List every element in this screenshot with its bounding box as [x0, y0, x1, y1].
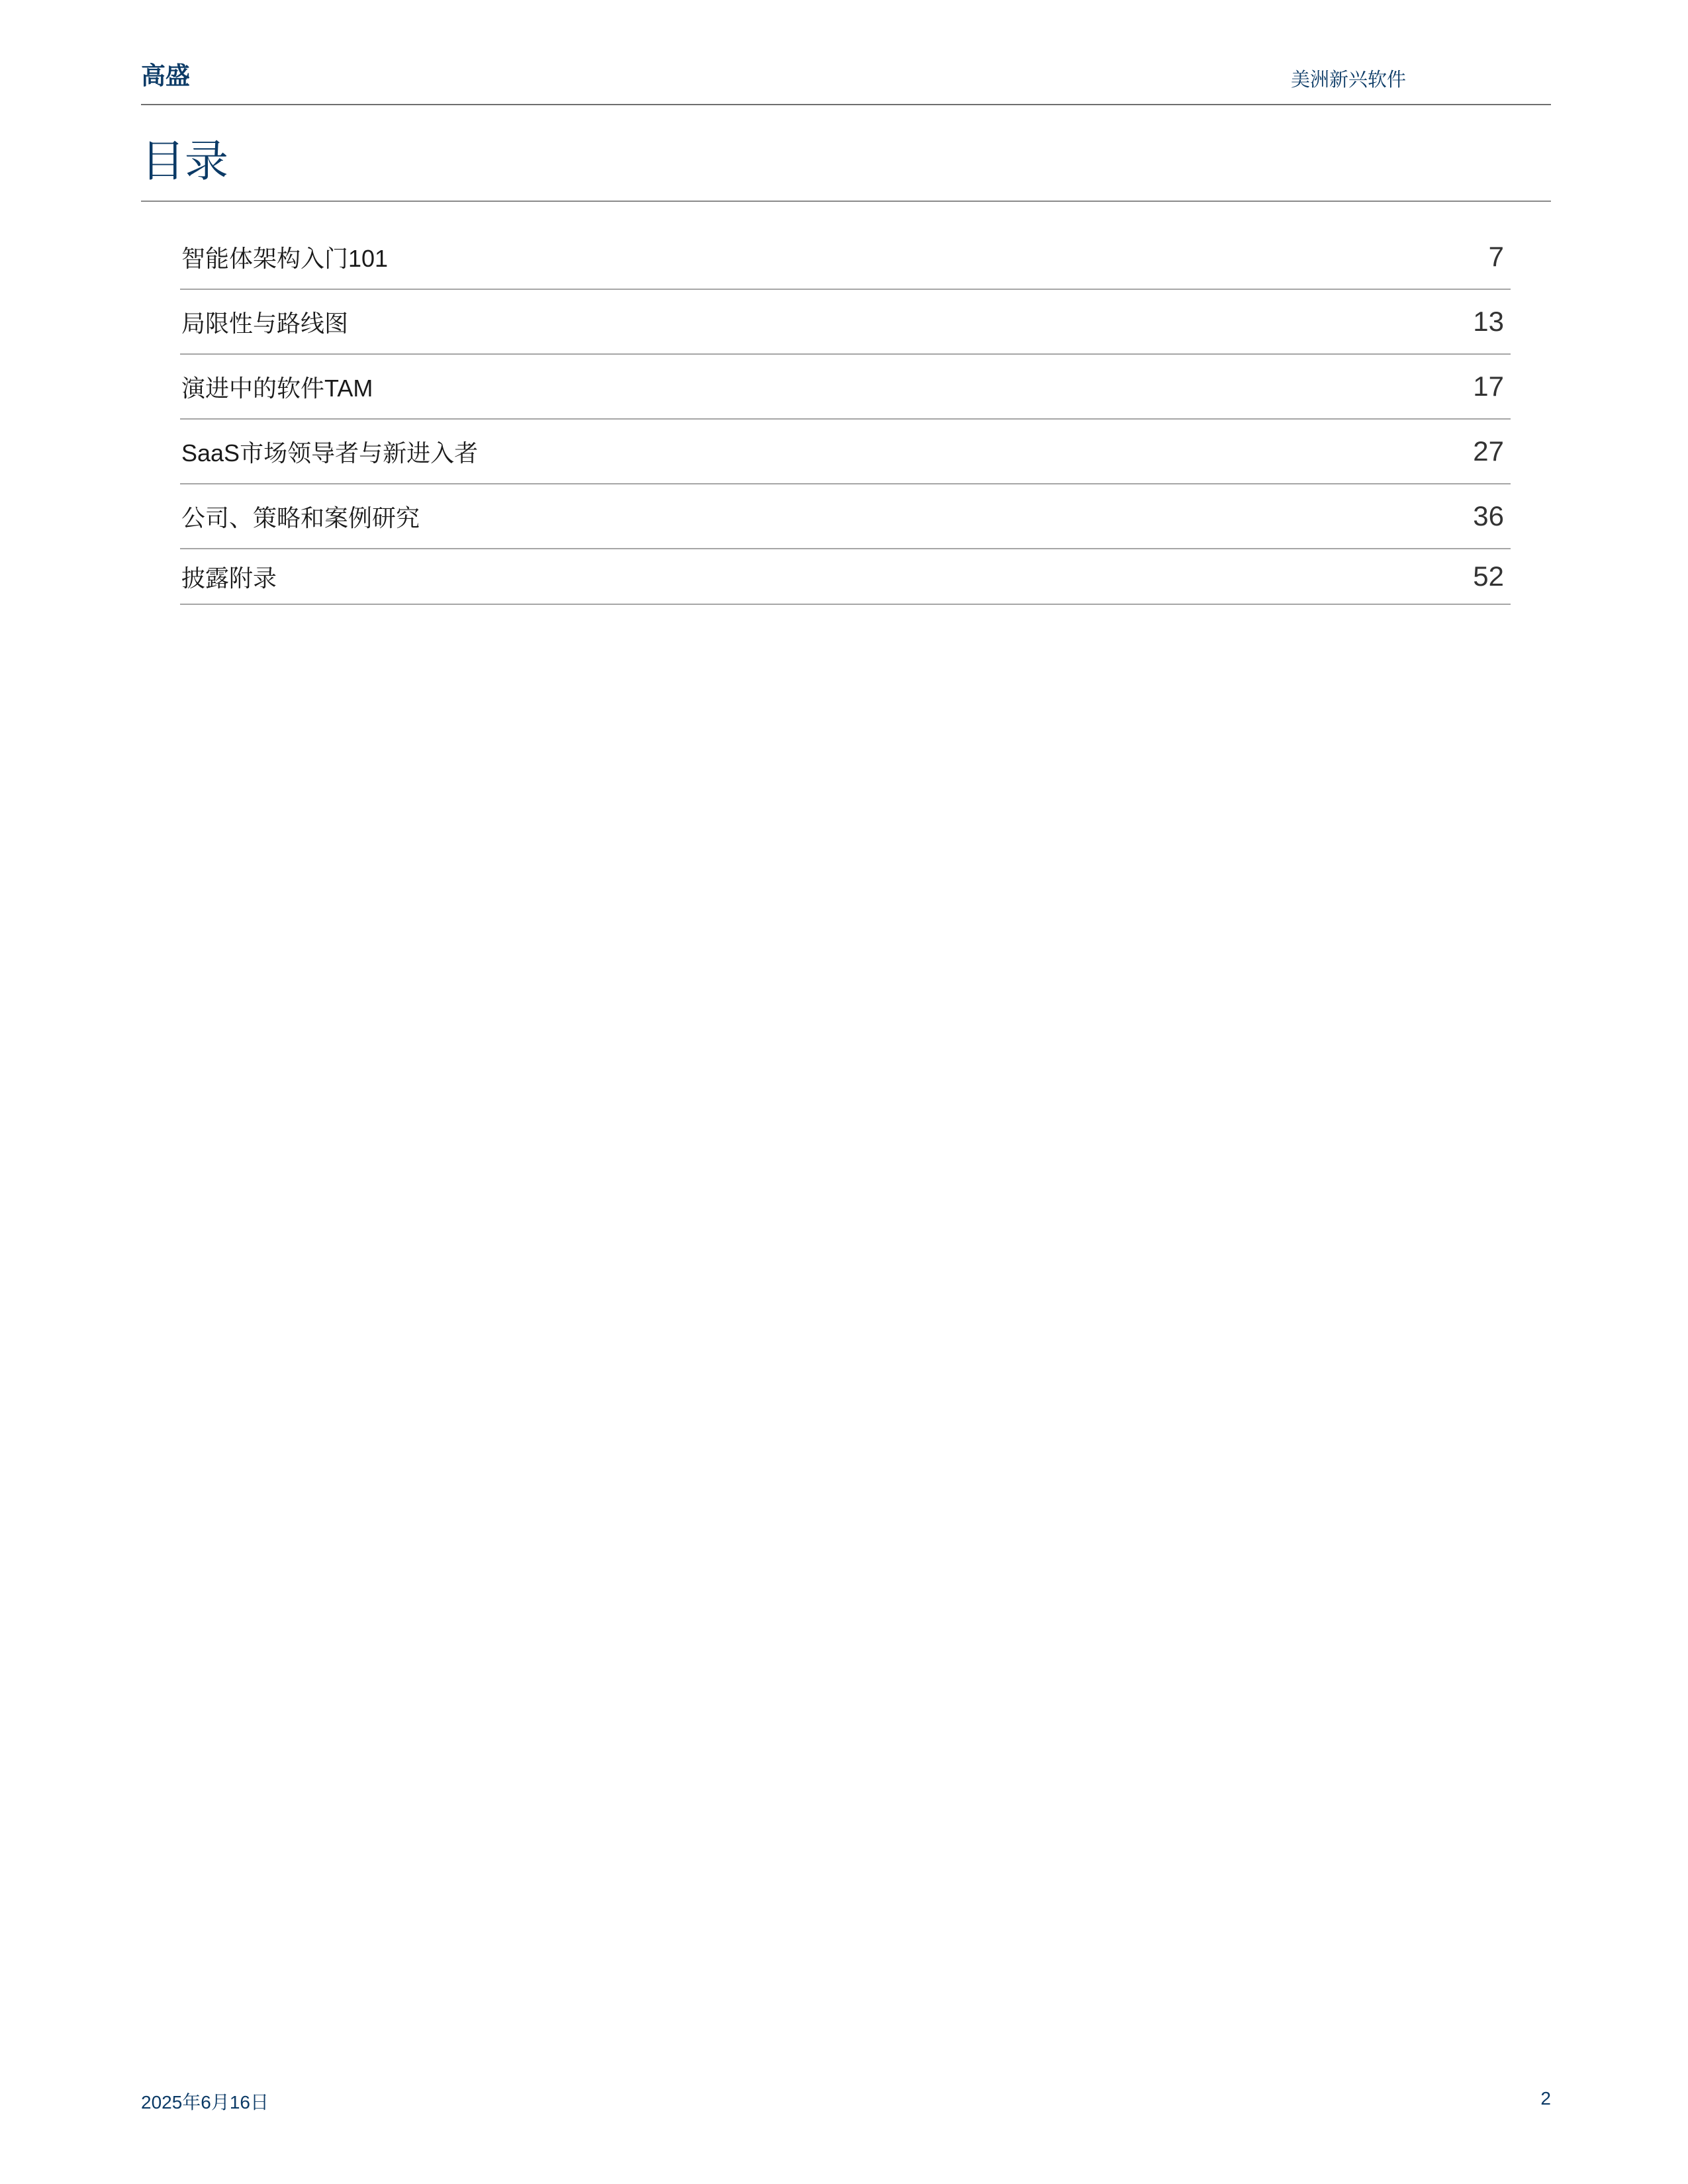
- toc-entry-agent-architecture[interactable]: [180, 225, 1511, 290]
- toc-entry-page: 52: [1473, 561, 1504, 592]
- toc-entry-companies-case-studies[interactable]: [180, 484, 1511, 549]
- toc-entry-page: 17: [1473, 371, 1504, 402]
- table-of-contents: [180, 225, 1511, 605]
- toc-entry-saas-leaders[interactable]: [180, 420, 1511, 484]
- toc-entry-label: SaaS市场领导者与新进入者: [181, 439, 479, 467]
- toc-entry-limitations-roadmap[interactable]: [180, 290, 1511, 355]
- toc-entry-label: 披露附录: [181, 564, 277, 592]
- toc-entry-software-tam[interactable]: [180, 355, 1511, 420]
- toc-entry-page: 27: [1473, 435, 1504, 467]
- toc-entry-page: 13: [1473, 306, 1504, 337]
- toc-entry-page: 7: [1488, 241, 1504, 272]
- brand-name: 高盛: [141, 62, 190, 89]
- page-title: 目录: [141, 136, 228, 185]
- page-number: 2: [1540, 2088, 1551, 2109]
- title-divider: [141, 201, 1551, 202]
- toc-entry-label: 演进中的软件TAM: [181, 374, 373, 402]
- header-divider: [141, 104, 1551, 105]
- toc-entry-label: 公司、策略和案例研究: [181, 504, 420, 531]
- toc-entry-label: 智能体架构入门101: [181, 244, 389, 272]
- toc-entry-disclosure-appendix[interactable]: [180, 549, 1511, 605]
- publication-date: 2025年6月16日: [141, 2092, 269, 2113]
- toc-entry-label: 局限性与路线图: [181, 309, 349, 337]
- report-category: 美洲新兴软件: [1291, 69, 1407, 91]
- toc-entry-page: 36: [1473, 500, 1504, 531]
